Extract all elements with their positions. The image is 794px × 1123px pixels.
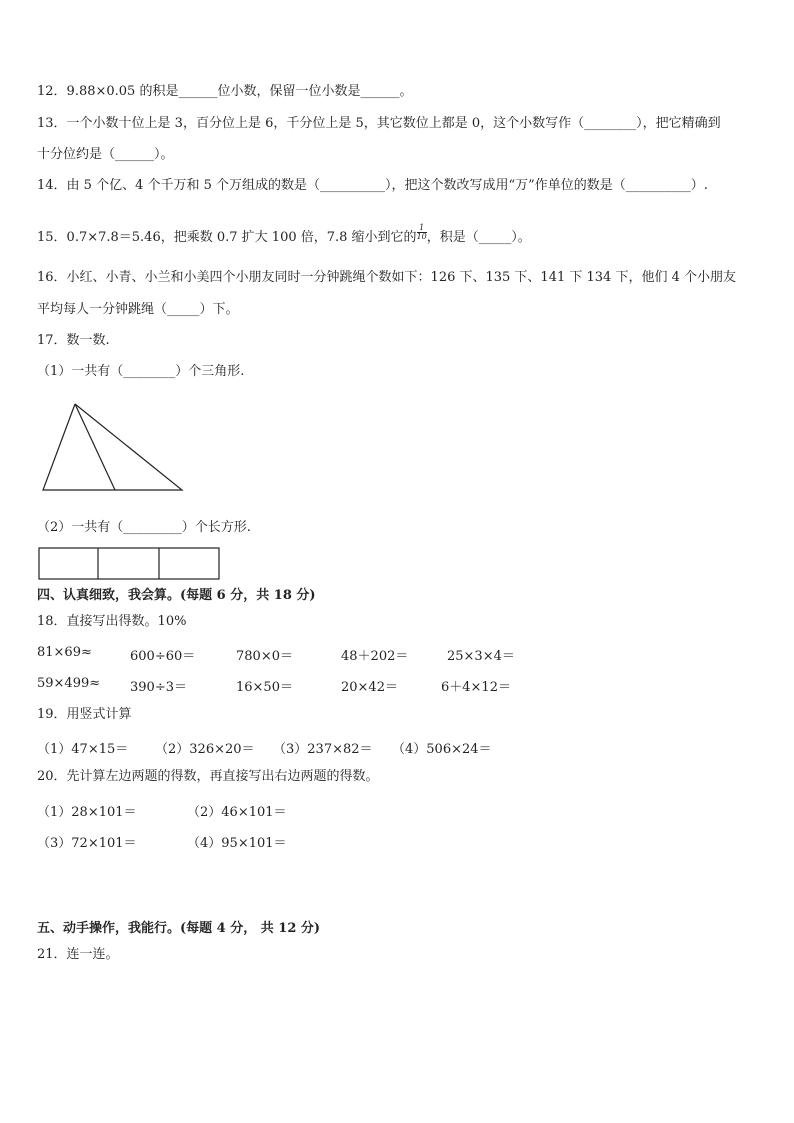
q18-item: 6＋4×12＝ <box>441 680 511 695</box>
q18-item: 48＋202＝ <box>341 649 409 664</box>
q20-item: （1）28×101＝ <box>37 805 137 820</box>
question-15 <box>37 224 531 246</box>
q20-item: （4）95×101＝ <box>187 836 287 851</box>
question-16-line-2: 平均每人一分钟跳绳（_____）下。 <box>37 302 239 317</box>
q19-item: （3）237×82＝ <box>273 742 373 757</box>
question-12: 12．9.88×0.05 的积是______位小数，保留一位小数是______。 <box>37 84 413 99</box>
question-15-tail: ，积是（_____）。 <box>426 230 531 245</box>
q20-row-2 <box>37 832 757 850</box>
q19-item: （1）47×15＝ <box>37 742 129 757</box>
triangle-inner-segment <box>75 404 115 490</box>
question-13-line-2: 十分位约是（______）。 <box>37 147 174 162</box>
question-14: 14．由 5 个亿、4 个千万和 5 个万组成的数是（__________），把这个数改写成用“万”作单位的数是（__________）. <box>37 178 708 193</box>
section-4-heading: 四、认真细致，我会算。(每题 6 分，共 18 分) <box>37 588 316 603</box>
q18-item: 780×0＝ <box>236 649 293 664</box>
q18-row-2 <box>37 676 757 694</box>
question-19: 19．用竖式计算 <box>37 707 132 722</box>
q18-item: 25×3×4＝ <box>447 649 515 664</box>
question-13-line-1: 13．一个小数十位上是 3，百分位上是 6，千分位上是 5，其它数位上都是 0，这个小数写作（________），把它精确到 <box>37 116 721 131</box>
q18-item: 81×69≈ <box>37 645 92 660</box>
q20-row-1 <box>37 801 757 819</box>
q18-item: 600÷60＝ <box>130 649 196 664</box>
question-17-part-1: （1）一共有（________）个三角形. <box>37 364 245 379</box>
q18-item: 20×42＝ <box>341 680 398 695</box>
section-5-heading: 五、动手操作，我能行。(每题 4 分， 共 12 分) <box>37 921 321 936</box>
q18-item: 59×499≈ <box>37 676 101 691</box>
q20-item: （3）72×101＝ <box>37 836 137 851</box>
q19-item: （2）326×20＝ <box>155 742 255 757</box>
rectangles-count-figure <box>38 547 221 581</box>
q18-item: 16×50＝ <box>236 680 293 695</box>
fraction-one-tenth <box>417 224 427 241</box>
question-17: 17．数一数. <box>37 333 110 348</box>
triangles-count-figure <box>40 402 188 496</box>
q20-item: （2）46×101＝ <box>187 805 287 820</box>
question-21: 21．连一连。 <box>37 947 119 962</box>
triangle-outline <box>43 404 182 490</box>
question-16-line-1: 16．小红、小青、小兰和小美四个小朋友同时一分钟跳绳个数如下：126 下、135 下、141 下 134 下，他们 4 个小朋友 <box>37 270 736 285</box>
fraction-numerator: 1 <box>417 224 427 233</box>
rectangle-strip <box>39 548 219 579</box>
question-20: 20．先计算左边两题的得数，再直接写出右边两题的得数。 <box>37 769 379 784</box>
question-18: 18．直接写出得数。10% <box>37 614 187 629</box>
q19-item: （4）506×24＝ <box>392 742 492 757</box>
question-17-part-2: （2）一共有（_________）个长方形. <box>37 520 251 535</box>
q18-row-1 <box>37 645 757 663</box>
fraction-denominator: 10 <box>416 232 427 241</box>
q18-item: 390÷3＝ <box>130 680 187 695</box>
question-15-text: 15．0.7×7.8＝5.46，把乘数 0.7 扩大 100 倍，7.8 缩小到它的 <box>37 230 417 245</box>
q19-items <box>37 738 757 756</box>
